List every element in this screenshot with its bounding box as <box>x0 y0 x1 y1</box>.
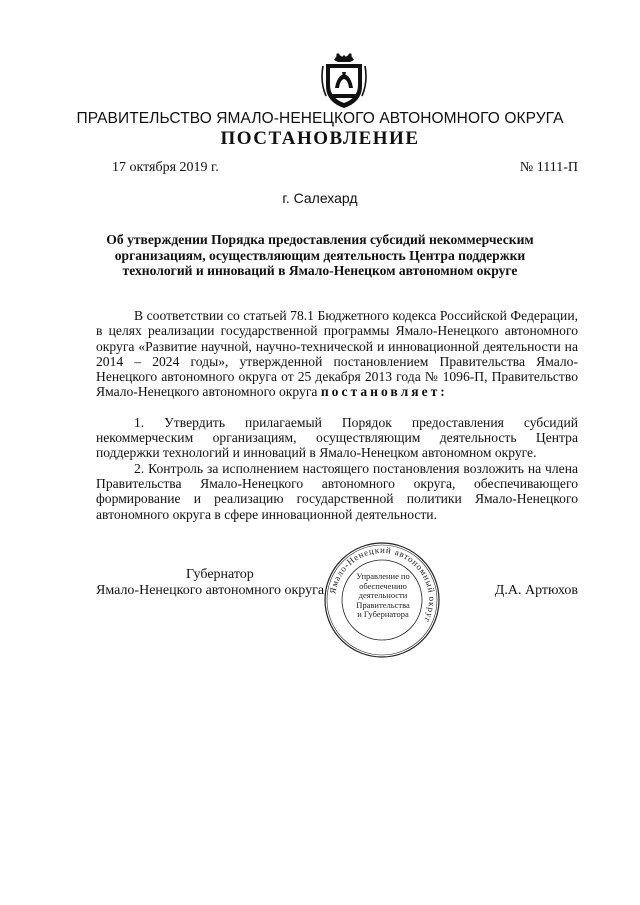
seal-line-4: Правительства <box>356 599 410 610</box>
signer-name: Д.А. Артюхов <box>494 583 578 598</box>
document-body <box>96 308 578 522</box>
decree-word: постановляет <box>320 384 441 400</box>
decree-colon: : <box>440 384 448 400</box>
document-city: г. Салехард <box>282 190 358 206</box>
document-date: 17 октября 2019 г. <box>112 160 219 175</box>
coat-of-arms-icon <box>320 52 368 110</box>
seal-line-2: обеспечению <box>359 580 407 591</box>
preamble-text: В соответствии со статьей 78.1 Бюджетного кодекса Российской Федерации, в целях реализации государственной программы Ямало-Ненецкого автономного округа «Развитие научной, научно-технической и инновационной деятельности на 2014 – 2024 годы», утвержденной постановлением Правительства Ямало-Ненецкого автономного округа от 25 декабря 2013 года № 1096-П, Правительство Ямало-Ненецкого автономного округа <box>96 308 578 400</box>
document-title: Об утверждении Порядка предоставления субсидий некоммерческим организациям, осуществляющим деятельность Центра поддержки технологий и инноваций в Ямало-Ненецком автономном округе <box>106 232 534 278</box>
item-1: 1. Утвердить прилагаемый Порядок предоставления субсидий некоммерческим организациям, осуществляющим деятельность Центра поддержки технологий и инноваций в Ямало-Ненецком автономном округе. <box>96 414 578 461</box>
seal-center-text <box>352 572 414 620</box>
item-2: 2. Контроль за исполнением настоящего постановления возложить на члена Правительства Ямало-Ненецкого автономного округа, обеспечивающего формирование и реализацию государственной политики Ямало-Ненецкого автономного округа в сфере инновационной деятельности. <box>96 460 578 522</box>
signer-role-line1: Губернатор <box>186 567 254 582</box>
preamble-paragraph <box>96 308 578 400</box>
signer-role-line2: Ямало-Ненецкого автономного округа <box>96 583 325 598</box>
organization-name: ПРАВИТЕЛЬСТВО ЯМАЛО-НЕНЕЦКОГО АВТОНОМНОГО ОКРУГА <box>76 110 564 127</box>
document-type: ПОСТАНОВЛЕНИЕ <box>220 128 420 149</box>
document-number: № 1111-П <box>519 160 578 175</box>
seal-line-1: Управление по <box>356 571 410 581</box>
seal-line-5: и Губернатора <box>357 609 409 619</box>
seal-line-3: деятельности <box>358 590 408 600</box>
seal-ring-text: Ямало-Ненецкий автономный округ <box>327 544 438 625</box>
